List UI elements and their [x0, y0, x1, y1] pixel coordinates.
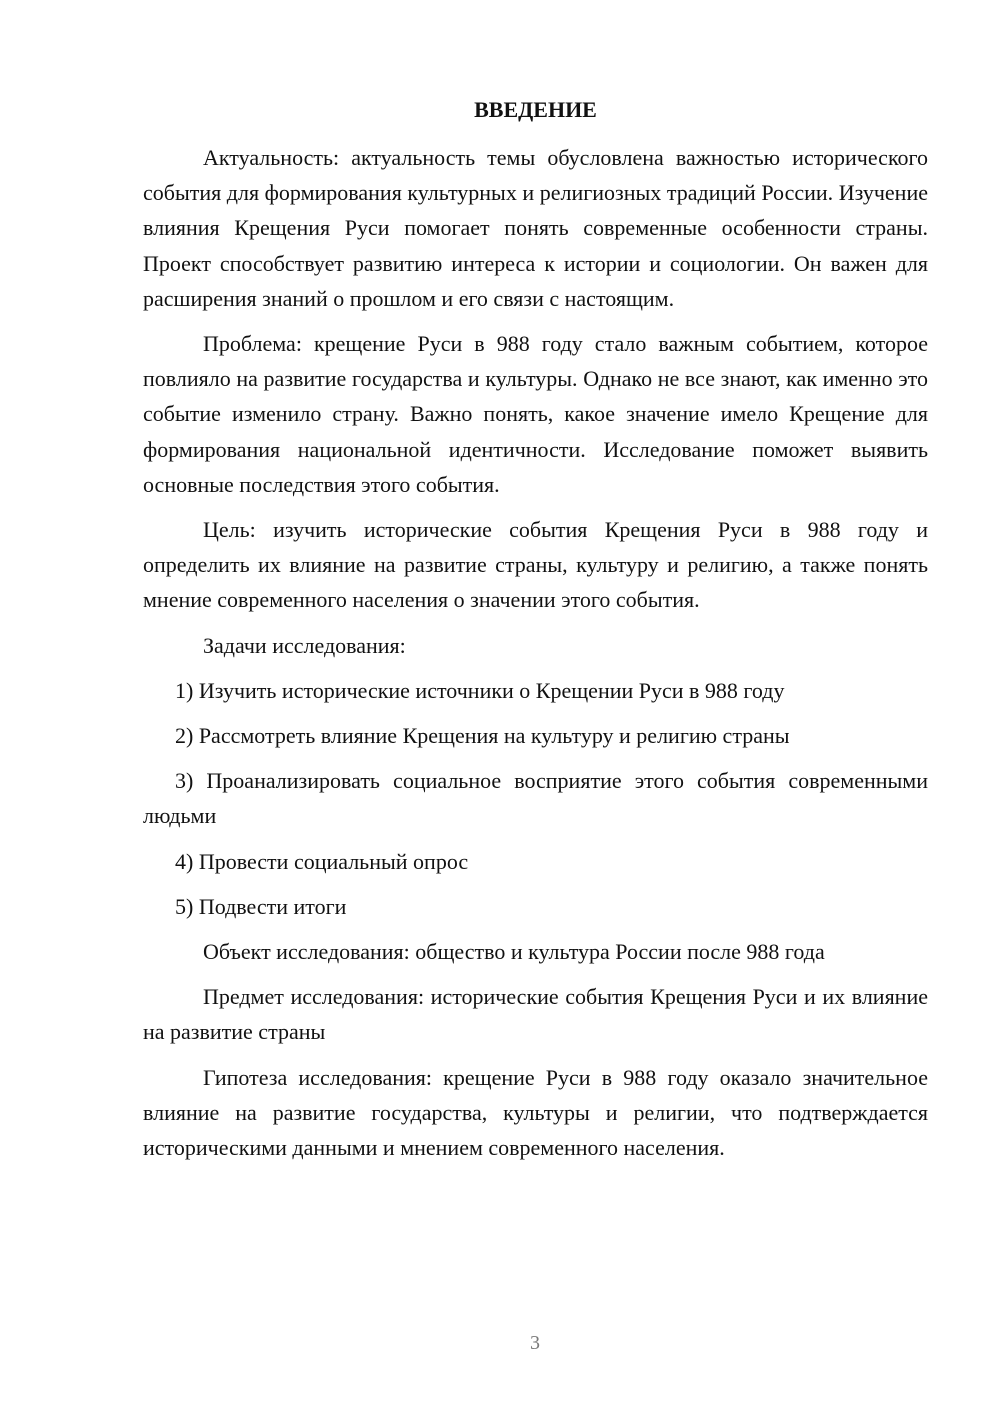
section-title: ВВЕДЕНИЕ [474, 97, 597, 122]
paragraph-goal: Цель: изучить исторические события Крещения Руси в 988 году и определить их влияние на развитие страны, культуру и религию, а также понять мнение современного населения о значении этого события. [143, 517, 928, 613]
paragraph-subject: Предмет исследования: исторические события Крещения Руси и их влияние на развитие страны [143, 984, 928, 1045]
task-item-1: 1) Изучить исторические источники о Крещении Руси в 988 году [175, 677, 785, 703]
task-item-2: 2) Рассмотреть влияние Крещения на культуру и религию страны [175, 723, 790, 749]
paragraph-problem: Проблема: крещение Руси в 988 году стало важным событием, которое повлияло на развитие государства и культуры. Однако не все знают, как именно это событие изменило страну. Важно понять, какое значение имело Крещение для формирования национальной идентичности. Исследование поможет выявить основные последствия этого события. [143, 331, 928, 497]
task-item-4: 4) Провести социальный опрос [175, 848, 469, 874]
page-number: 3 [530, 1332, 540, 1354]
paragraph-hypothesis: Гипотеза исследования: крещение Руси в 988 году оказало значительное влияние на развитие государства, культуры и религии, что подтверждается историческими данными и мнением современного населения. [143, 1064, 928, 1161]
paragraph-relevance: Актуальность: актуальность темы обусловлена важностью исторического события для формирования культурных и религиозных традиций России. Изучение влияния Крещения Руси помогает понять современные особенности страны. Проект способствует развитию интереса к истории и социологии. Он важен для расширения знаний о прошлом и его связи с настоящим. [143, 145, 928, 311]
paragraph-object: Объект исследования: общество и культура России после 988 года [203, 939, 825, 965]
task-item-5: 5) Подвести итоги [175, 893, 347, 919]
task-item-3: 3) Проанализировать социальное восприятие этого события современными людьми [143, 768, 928, 829]
paragraph-tasks-heading: Задачи исследования: [203, 632, 406, 658]
document-page [143, 95, 928, 1175]
